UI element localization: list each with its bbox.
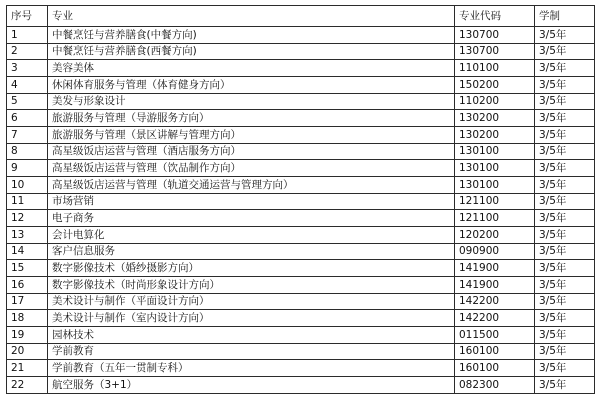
cell-code: 141900 xyxy=(455,260,535,277)
cell-index: 22 xyxy=(7,377,48,394)
cell-index: 17 xyxy=(7,293,48,310)
cell-duration: 3/5年 xyxy=(535,243,595,260)
cell-index: 13 xyxy=(7,227,48,244)
header-major: 专业 xyxy=(48,6,455,27)
cell-duration: 3/5年 xyxy=(535,43,595,60)
cell-index: 18 xyxy=(7,310,48,327)
cell-major: 高星级饭店运营与管理（饮品制作方向） xyxy=(48,160,455,177)
cell-major: 学前教育（五年一贯制专科） xyxy=(48,360,455,377)
cell-major: 美术设计与制作（平面设计方向） xyxy=(48,293,455,310)
cell-duration: 3/5年 xyxy=(535,27,595,44)
table-row xyxy=(7,193,595,210)
cell-duration: 3/5年 xyxy=(535,127,595,144)
cell-code: 110100 xyxy=(455,60,535,77)
cell-index: 1 xyxy=(7,27,48,44)
cell-code: 121100 xyxy=(455,210,535,227)
cell-major: 中餐烹饪与营养膳食(中餐方向) xyxy=(48,27,455,44)
cell-major: 园林技术 xyxy=(48,327,455,344)
table-row xyxy=(7,210,595,227)
cell-index: 3 xyxy=(7,60,48,77)
program-table xyxy=(6,5,595,394)
table-row xyxy=(7,60,595,77)
cell-code: 130200 xyxy=(455,127,535,144)
table-row xyxy=(7,227,595,244)
cell-index: 2 xyxy=(7,43,48,60)
table-header-row xyxy=(7,6,595,27)
cell-code: 142200 xyxy=(455,310,535,327)
cell-index: 8 xyxy=(7,143,48,160)
cell-code: 082300 xyxy=(455,377,535,394)
cell-major: 数字影像技术（时尚形象设计方向） xyxy=(48,277,455,294)
cell-index: 10 xyxy=(7,177,48,194)
cell-index: 14 xyxy=(7,243,48,260)
table-row xyxy=(7,277,595,294)
cell-code: 130700 xyxy=(455,27,535,44)
cell-code: 142200 xyxy=(455,293,535,310)
cell-index: 20 xyxy=(7,343,48,360)
cell-duration: 3/5年 xyxy=(535,77,595,94)
header-duration: 学制 xyxy=(535,6,595,27)
cell-major: 客户信息服务 xyxy=(48,243,455,260)
cell-index: 5 xyxy=(7,93,48,110)
cell-code: 130700 xyxy=(455,43,535,60)
cell-duration: 3/5年 xyxy=(535,343,595,360)
cell-index: 19 xyxy=(7,327,48,344)
cell-major: 中餐烹饪与营养膳食(西餐方向) xyxy=(48,43,455,60)
program-table-container xyxy=(6,5,594,394)
cell-major: 学前教育 xyxy=(48,343,455,360)
table-row xyxy=(7,43,595,60)
cell-major: 会计电算化 xyxy=(48,227,455,244)
table-row xyxy=(7,27,595,44)
cell-index: 11 xyxy=(7,193,48,210)
table-row xyxy=(7,343,595,360)
cell-code: 110200 xyxy=(455,93,535,110)
cell-index: 16 xyxy=(7,277,48,294)
cell-duration: 3/5年 xyxy=(535,360,595,377)
cell-major: 高星级饭店运营与管理（轨道交通运营与管理方向） xyxy=(48,177,455,194)
cell-code: 130100 xyxy=(455,177,535,194)
cell-duration: 3/5年 xyxy=(535,293,595,310)
cell-duration: 3/5年 xyxy=(535,177,595,194)
cell-major: 电子商务 xyxy=(48,210,455,227)
cell-code: 160100 xyxy=(455,360,535,377)
cell-index: 6 xyxy=(7,110,48,127)
cell-duration: 3/5年 xyxy=(535,377,595,394)
cell-index: 7 xyxy=(7,127,48,144)
table-row xyxy=(7,260,595,277)
cell-major: 航空服务（3+1） xyxy=(48,377,455,394)
cell-index: 21 xyxy=(7,360,48,377)
cell-code: 121100 xyxy=(455,193,535,210)
table-row xyxy=(7,93,595,110)
cell-duration: 3/5年 xyxy=(535,310,595,327)
cell-major: 美术设计与制作（室内设计方向） xyxy=(48,310,455,327)
table-row xyxy=(7,77,595,94)
cell-major: 旅游服务与管理（景区讲解与管理方向） xyxy=(48,127,455,144)
cell-major: 美发与形象设计 xyxy=(48,93,455,110)
cell-code: 141900 xyxy=(455,277,535,294)
cell-code: 130100 xyxy=(455,143,535,160)
cell-index: 15 xyxy=(7,260,48,277)
table-row xyxy=(7,243,595,260)
table-row xyxy=(7,110,595,127)
cell-major: 休闲体育服务与管理（体育健身方向） xyxy=(48,77,455,94)
table-row xyxy=(7,177,595,194)
cell-code: 160100 xyxy=(455,343,535,360)
cell-duration: 3/5年 xyxy=(535,93,595,110)
cell-duration: 3/5年 xyxy=(535,60,595,77)
cell-code: 011500 xyxy=(455,327,535,344)
table-row xyxy=(7,360,595,377)
cell-code: 130200 xyxy=(455,110,535,127)
cell-major: 数字影像技术（婚纱摄影方向） xyxy=(48,260,455,277)
header-index: 序号 xyxy=(7,6,48,27)
cell-code: 090900 xyxy=(455,243,535,260)
cell-code: 120200 xyxy=(455,227,535,244)
table-row xyxy=(7,293,595,310)
cell-duration: 3/5年 xyxy=(535,227,595,244)
cell-duration: 3/5年 xyxy=(535,260,595,277)
cell-major: 高星级饭店运营与管理（酒店服务方向） xyxy=(48,143,455,160)
cell-code: 130100 xyxy=(455,160,535,177)
cell-duration: 3/5年 xyxy=(535,110,595,127)
cell-index: 4 xyxy=(7,77,48,94)
cell-duration: 3/5年 xyxy=(535,143,595,160)
table-row xyxy=(7,143,595,160)
cell-index: 9 xyxy=(7,160,48,177)
table-row xyxy=(7,327,595,344)
cell-major: 美容美体 xyxy=(48,60,455,77)
cell-code: 150200 xyxy=(455,77,535,94)
cell-duration: 3/5年 xyxy=(535,193,595,210)
table-row xyxy=(7,377,595,394)
header-code: 专业代码 xyxy=(455,6,535,27)
table-row xyxy=(7,127,595,144)
table-row xyxy=(7,160,595,177)
table-row xyxy=(7,310,595,327)
cell-duration: 3/5年 xyxy=(535,160,595,177)
cell-duration: 3/5年 xyxy=(535,210,595,227)
table-body xyxy=(7,27,595,394)
cell-index: 12 xyxy=(7,210,48,227)
cell-duration: 3/5年 xyxy=(535,327,595,344)
cell-duration: 3/5年 xyxy=(535,277,595,294)
cell-major: 市场营销 xyxy=(48,193,455,210)
cell-major: 旅游服务与管理（导游服务方向） xyxy=(48,110,455,127)
